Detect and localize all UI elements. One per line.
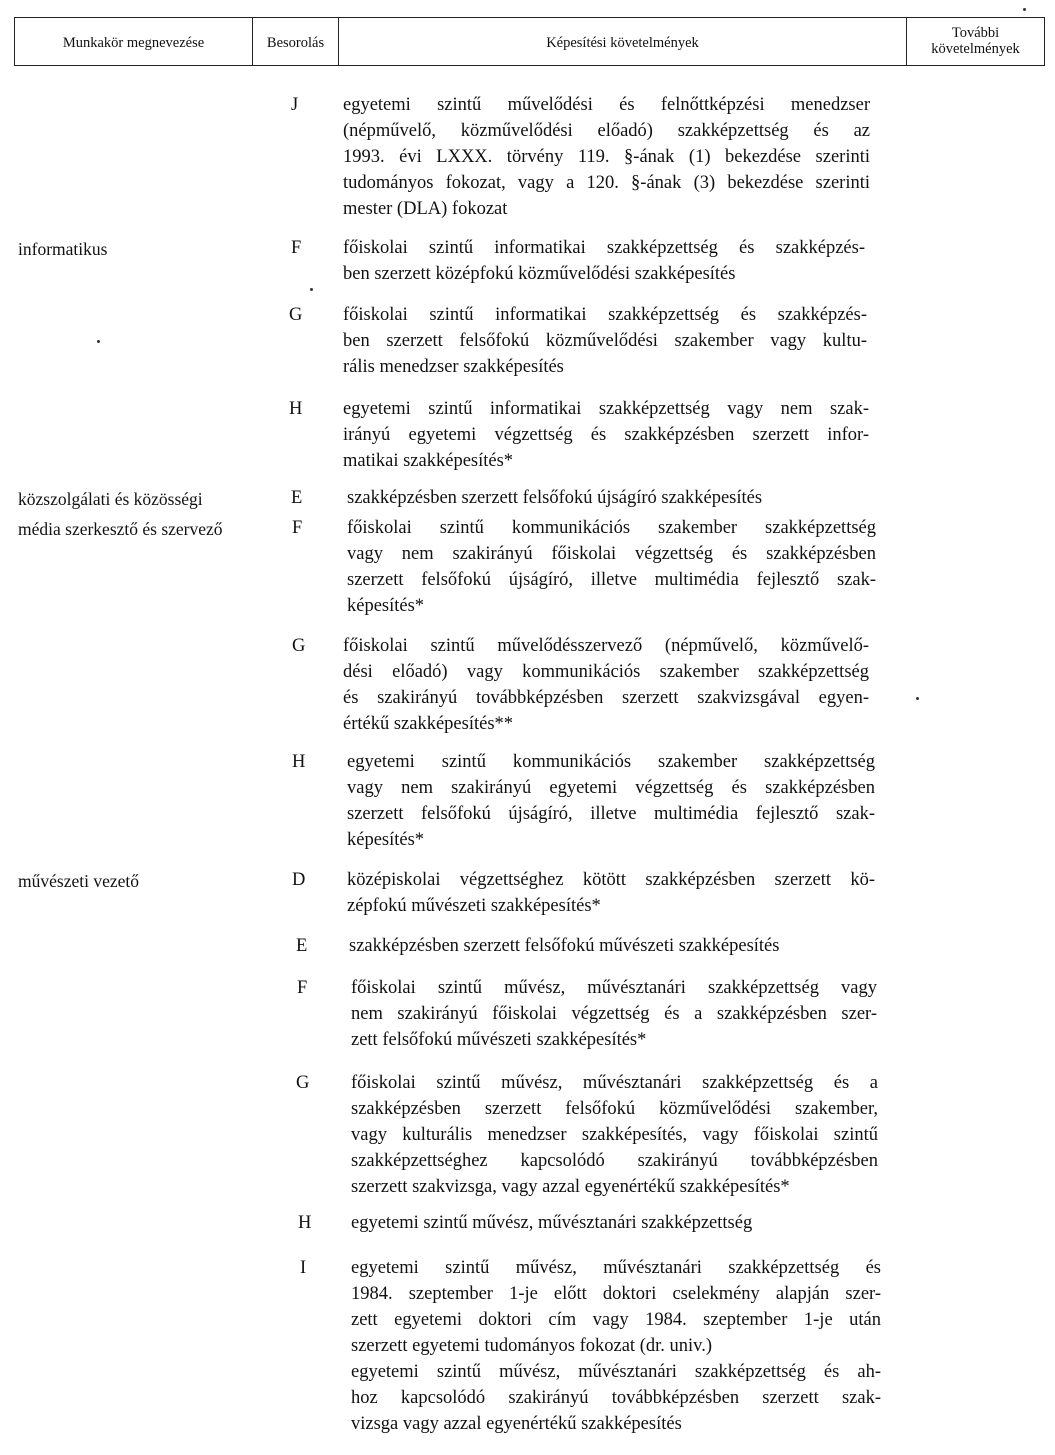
job-title: közszolgálati és közösségi [18, 489, 203, 509]
header-further-line2: követelmények [931, 40, 1020, 57]
requirement-line: irányú egyetemi végzettség és szakképzésben szerzett infor- [343, 425, 869, 445]
qualification-requirement [347, 515, 876, 619]
classification-grade: E [291, 488, 303, 508]
requirement-line: zett felsőfokú művészeti szakképesítés* [351, 1030, 647, 1050]
requirement-line: egyetemi szintű kommunikációs szakember szakképzettség [347, 752, 875, 772]
qualification-requirement [351, 1210, 831, 1236]
requirement-line: főiskolai szintű informatikai szakképzettség és szakképzés- [343, 305, 867, 325]
qualification-requirement [343, 633, 869, 737]
requirement-line: képesítés* [347, 596, 425, 616]
requirement-line: vagy kulturális menedzser szakképesítés, vagy főiskolai szintű [351, 1125, 878, 1145]
requirement-line: mester (DLA) fokozat [343, 199, 508, 219]
requirement-line: egyetemi szintű informatikai szakképzettség vagy nem szak- [343, 399, 869, 419]
classification-grade: G [296, 1073, 310, 1093]
requirement-line: egyetemi szintű művész, művésztanári szakképzettség [351, 1213, 753, 1233]
classification-grade: I [300, 1258, 307, 1278]
qualification-requirement [347, 867, 875, 919]
qualification-requirement [351, 1255, 881, 1437]
qualification-requirement [343, 302, 867, 380]
requirement-line: szakképzésben szerzett felsőfokú közművelődési szakember, [351, 1099, 878, 1119]
qualification-requirement [347, 749, 875, 853]
classification-grade: F [297, 978, 308, 998]
requirement-line: szerzett egyetemi tudományos fokozat (dr. univ.) [351, 1336, 712, 1356]
requirement-line: hoz kapcsolódó szakirányú továbbképzésben szerzett szak- [351, 1388, 881, 1408]
scan-speck [310, 288, 313, 291]
qualification-requirement [343, 396, 869, 474]
requirement-line: ben szerzett felsőfokú közművelődési szakember vagy kultu- [343, 331, 867, 351]
scan-speck [97, 340, 100, 343]
requirement-line: egyetemi szintű művelődési és felnőttképzési menedzser [343, 95, 870, 115]
table-header [14, 17, 1045, 66]
qualification-requirement [347, 485, 847, 511]
requirement-line: egyetemi szintű művész, művésztanári szakképzettség és [351, 1258, 881, 1278]
requirement-line: vizsga vagy azzal egyenértékű szakképesítés [351, 1414, 682, 1434]
requirement-line: főiskolai szintű kommunikációs szakember szakképzettség [347, 518, 876, 538]
qualification-requirement [343, 235, 865, 287]
requirement-line: zépfokú művészeti szakképesítés* [347, 896, 601, 916]
requirement-line: rális menedzser szakképesítés [343, 357, 564, 377]
requirement-line: szakképzettséghez kapcsolódó szakirányú továbbképzésben [351, 1151, 878, 1171]
classification-grade: J [291, 95, 299, 115]
requirement-line: zett egyetemi doktori cím vagy 1984. szeptember 1-je után [351, 1310, 881, 1330]
header-further-requirements [907, 18, 1044, 65]
requirement-line: és szakirányú továbbképzésben szerzett szakvizsgával egyen- [343, 688, 869, 708]
header-job-title: Munkakör megnevezése [15, 18, 253, 65]
header-qualification-requirements: Képesítési követelmények [339, 18, 907, 65]
requirement-line: középiskolai végzettséghez kötött szakképzésben szerzett kö- [347, 870, 875, 890]
qualification-requirement [351, 1070, 878, 1200]
requirement-line: nem szakirányú főiskolai végzettség és a szakképzésben szer- [351, 1004, 877, 1024]
qualification-requirement [351, 975, 877, 1053]
requirement-line: szerzett szakvizsga, vagy azzal egyenértékű szakképesítés* [351, 1177, 790, 1197]
requirement-line: ben szerzett középfokú közművelődési szakképesítés [343, 264, 736, 284]
header-classification: Besorolás [253, 18, 339, 65]
job-title: média szerkesztő és szervező [18, 519, 223, 539]
qualification-requirement [343, 92, 870, 222]
requirement-line: főiskolai szintű művelődésszervező (népművelő, közművelő- [343, 636, 869, 656]
classification-grade: H [298, 1213, 312, 1233]
requirement-line: 1984. szeptember 1-je előtt doktori cselekmény alapján szer- [351, 1284, 881, 1304]
requirement-line: főiskolai szintű művész, művésztanári szakképzettség vagy [351, 978, 877, 998]
requirement-line: vagy nem szakirányú egyetemi végzettség és szakképzésben [347, 778, 875, 798]
requirement-line: képesítés* [347, 830, 425, 850]
requirement-line: vagy nem szakirányú főiskolai végzettség és szakképzésben [347, 544, 876, 564]
requirement-line: egyetemi szintű művész, művésztanári szakképzettség és ah- [351, 1362, 881, 1382]
scan-speck [1023, 8, 1026, 11]
classification-grade: F [292, 518, 303, 538]
header-further-line1: További [951, 25, 1000, 42]
scan-speck [916, 697, 919, 700]
classification-grade: E [296, 936, 308, 956]
requirement-line: szakképzésben szerzett felsőfokú újságíró szakképesítés [347, 488, 763, 508]
classification-grade: D [292, 870, 306, 890]
job-title: informatikus [18, 239, 108, 259]
requirement-line: dési előadó) vagy kommunikációs szakember szakképzettség [343, 662, 869, 682]
job-title: művészeti vezető [18, 871, 139, 891]
requirement-line: szakképzésben szerzett felsőfokú művészeti szakképesítés [349, 936, 780, 956]
requirement-line: tudományos fokozat, vagy a 120. §-ának (3) bekezdése szerinti [343, 173, 870, 193]
requirement-line: 1993. évi LXXX. törvény 119. §-ának (1) bekezdése szerinti [343, 147, 870, 167]
requirement-line: főiskolai szintű művész, művésztanári szakképzettség és a [351, 1073, 878, 1093]
classification-grade: G [292, 636, 306, 656]
requirement-line: matikai szakképesítés* [343, 451, 514, 471]
classification-grade: G [289, 305, 303, 325]
classification-grade: H [292, 752, 306, 772]
requirement-line: szerzett felsőfokú újságíró, illetve multimédia fejlesztő szak- [347, 804, 875, 824]
qualification-requirement [349, 933, 809, 959]
requirement-line: szerzett felsőfokú újságíró, illetve multimédia fejlesztő szak- [347, 570, 876, 590]
requirement-line: (népművelő, közművelődési előadó) szakképzettség és az [343, 121, 870, 141]
requirement-line: főiskolai szintű informatikai szakképzettség és szakképzés- [343, 238, 865, 258]
requirement-line: értékű szakképesítés** [343, 714, 514, 734]
classification-grade: F [291, 238, 302, 258]
classification-grade: H [289, 399, 303, 419]
